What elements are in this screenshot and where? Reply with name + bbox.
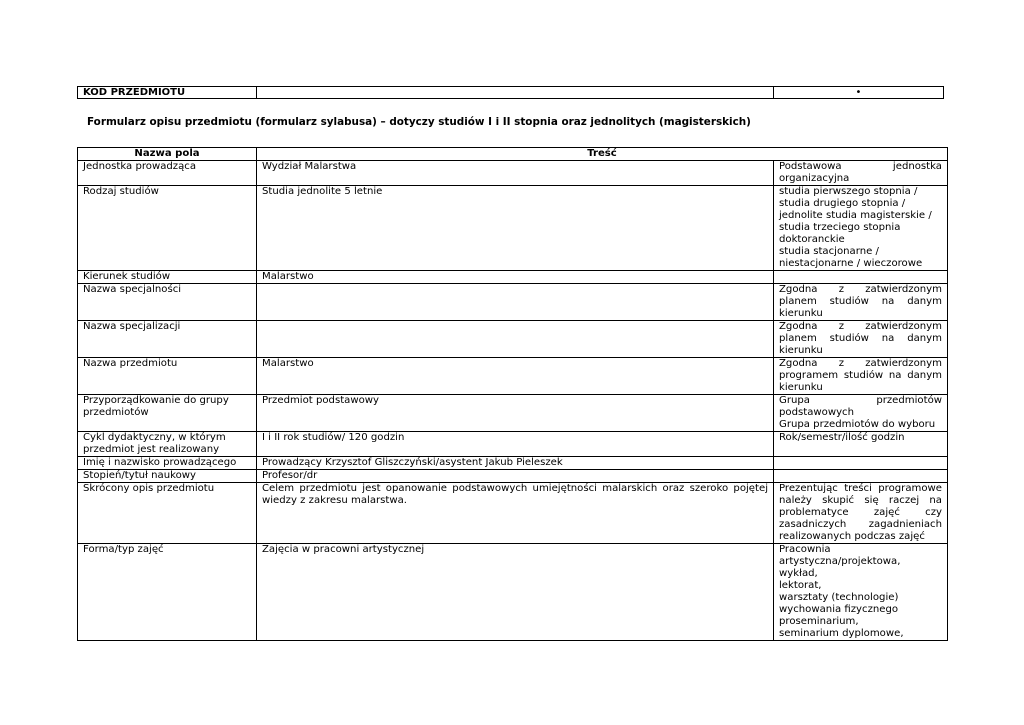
field-name-cell <box>78 395 257 432</box>
note-cell <box>774 483 948 544</box>
note-line: studia stacjonarne / <box>779 246 879 257</box>
table-row <box>78 470 948 483</box>
note-line: programem studiów na danym <box>779 370 942 381</box>
note-cell <box>774 470 948 483</box>
note-line: Grupa przedmiotów do wyboru <box>779 419 936 430</box>
note-line: Podstawowa jednostka <box>779 161 942 172</box>
content-cell[interactable]: Profesor/dr <box>257 470 774 483</box>
table-row <box>78 395 948 432</box>
note-line: artystyczna/projektowa, <box>779 556 901 567</box>
note-line: studia trzeciego stopnia <box>779 222 901 233</box>
note-line: Grupa przedmiotów <box>779 395 942 406</box>
note-line: wykład, <box>779 568 818 579</box>
note-line: Zgodna z zatwierdzonym <box>779 284 942 295</box>
note-cell <box>774 186 948 271</box>
note-cell <box>774 544 948 641</box>
note-line: realizowanych podczas zajęć <box>779 531 925 542</box>
content-cell[interactable] <box>257 284 774 321</box>
note-line: Pracownia <box>779 544 831 555</box>
table-row <box>78 161 948 186</box>
field-name-line: Przyporządkowanie do grupy <box>83 395 229 406</box>
course-code-value[interactable] <box>257 87 774 99</box>
content-line: Celem przedmiotu jest opanowanie podstawowych umiejętności malarskich oraz szeroko pojętej <box>262 483 768 494</box>
content-cell[interactable]: Prowadzący Krzysztof Gliszczyński/asystent Jakub Pieleszek <box>257 457 774 470</box>
field-name-line: Cykl dydaktyczny, w którym <box>83 432 226 443</box>
note-cell <box>774 457 948 470</box>
note-line: podstawowych <box>779 407 854 418</box>
content-cell[interactable] <box>257 321 774 358</box>
table-row <box>78 483 948 544</box>
field-name-cell: Kierunek studiów <box>78 271 257 284</box>
field-name-cell: Stopień/tytuł naukowy <box>78 470 257 483</box>
note-line: jednolite studia magisterskie / <box>779 210 932 221</box>
table-row <box>78 284 948 321</box>
table-row <box>78 457 948 470</box>
content-column-header: Treść <box>257 148 948 161</box>
field-column-header: Nazwa pola <box>78 148 257 161</box>
content-cell[interactable]: Studia jednolite 5 letnie <box>257 186 774 271</box>
note-line: niestacjonarne / wieczorowe <box>779 258 923 269</box>
note-line: problematyce zajęć czy <box>779 507 942 518</box>
table-row <box>78 186 948 271</box>
field-name-cell <box>78 432 257 457</box>
note-line: proseminarium, <box>779 616 859 627</box>
syllabus-table <box>77 147 948 641</box>
field-name-cell: Imię i nazwisko prowadzącego <box>78 457 257 470</box>
table-row <box>78 544 948 641</box>
note-cell <box>774 321 948 358</box>
table-row <box>78 432 948 457</box>
field-name-line: przedmiotów <box>83 407 149 418</box>
field-name-cell: Jednostka prowadząca <box>78 161 257 186</box>
table-row <box>78 321 948 358</box>
note-line: studia pierwszego stopnia / <box>779 186 918 197</box>
note-line: planem studiów na danym <box>779 296 942 307</box>
bullet-mark: • <box>774 87 944 99</box>
form-title: Formularz opisu przedmiotu (formularz sylabusa) – dotyczy studiów I i II stopnia oraz jednolitych (magisterskich) <box>87 116 751 128</box>
note-line: seminarium dyplomowe, <box>779 628 904 639</box>
note-line: Zgodna z zatwierdzonym <box>779 358 942 369</box>
note-cell <box>774 271 948 284</box>
content-cell[interactable]: Wydział Malarstwa <box>257 161 774 186</box>
field-name-line: przedmiot jest realizowany <box>83 444 220 455</box>
note-line: lektorat, <box>779 580 822 591</box>
note-line: wychowania fizycznego <box>779 604 899 615</box>
note-line: kierunku <box>779 308 823 319</box>
note-line: Rok/semestr/ilość godzin <box>779 432 905 443</box>
note-line: studia drugiego stopnia / <box>779 198 906 209</box>
content-cell[interactable]: Przedmiot podstawowy <box>257 395 774 432</box>
note-line: doktoranckie <box>779 234 845 245</box>
note-line: warsztaty (technologie) <box>779 592 899 603</box>
field-name-cell: Forma/typ zajęć <box>78 544 257 641</box>
table-row <box>78 271 948 284</box>
note-cell <box>774 161 948 186</box>
content-cell[interactable]: Malarstwo <box>257 358 774 395</box>
note-line: planem studiów na danym <box>779 333 942 344</box>
content-cell[interactable]: I i II rok studiów/ 120 godzin <box>257 432 774 457</box>
content-cell[interactable]: Zajęcia w pracowni artystycznej <box>257 544 774 641</box>
note-cell <box>774 284 948 321</box>
note-cell <box>774 358 948 395</box>
field-name-cell: Skrócony opis przedmiotu <box>78 483 257 544</box>
note-line: zasadniczych zagadnieniach <box>779 519 942 530</box>
field-name-cell: Rodzaj studiów <box>78 186 257 271</box>
course-code-label: KOD PRZEDMIOTU <box>78 87 257 99</box>
note-cell <box>774 432 948 457</box>
note-line: kierunku <box>779 345 823 356</box>
note-line: organizacyjna <box>779 173 850 184</box>
table-header-row <box>78 148 948 161</box>
course-code-table <box>77 86 944 99</box>
note-line: Zgodna z zatwierdzonym <box>779 321 942 332</box>
field-name-cell: Nazwa specjalności <box>78 284 257 321</box>
field-name-cell: Nazwa specjalizacji <box>78 321 257 358</box>
note-cell <box>774 395 948 432</box>
note-line: należy skupić się raczej na <box>779 495 942 506</box>
content-cell[interactable] <box>257 483 774 544</box>
note-line: Prezentując treści programowe <box>779 483 942 494</box>
field-name-cell: Nazwa przedmiotu <box>78 358 257 395</box>
note-line: kierunku <box>779 382 823 393</box>
content-line: wiedzy z zakresu malarstwa. <box>262 495 408 506</box>
content-cell[interactable]: Malarstwo <box>257 271 774 284</box>
table-row <box>78 358 948 395</box>
